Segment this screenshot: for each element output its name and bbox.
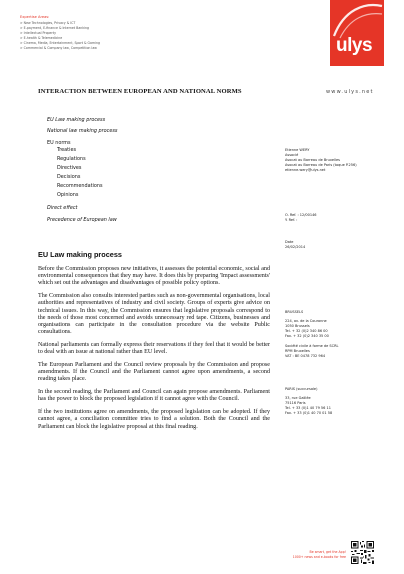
website-url: www.ulys.net [326, 89, 374, 95]
brussels-office [285, 310, 338, 359]
toc-sub-item[interactable]: Recommendations [57, 183, 103, 189]
address-line: 1050 Brussels [285, 324, 310, 328]
expertise-item: > Intellectual Property [20, 31, 56, 36]
toc-item[interactable]: Precedence of European law [47, 217, 117, 223]
contact-bar: Avocat au Barreau de Bruxelles [285, 158, 340, 162]
address-line: 75116 Paris [285, 401, 306, 405]
document-title: INTERACTION BETWEEN EUROPEAN AND NATIONAL NORMS [38, 88, 242, 95]
body-text [38, 266, 270, 436]
toc-item[interactable]: National law making process [47, 128, 118, 134]
toc-sub-item[interactable]: Regulations [57, 156, 86, 162]
logo-swoosh-icon [330, 0, 384, 40]
tagline-line: 1000+ news and e-books for free [292, 554, 346, 559]
contact-bar: Avocat au Barreau de Paris (toque P.256) [285, 163, 357, 167]
toc-sub-item[interactable]: Treaties [57, 147, 77, 153]
expertise-item: > E-health & Telemedicine [20, 36, 63, 41]
paragraph: The Commission also consults interested parties such as non-governmental organisations, local authorities and representatives of industry and civil society. Groups of experts give advice on technical issues. In this way, the Commission ensures that legislative proposals correspond to the needs of those most concerned and avoids unnecessary red tape. Citizens, businesses and organisations can participate in the consultation procedure via the website Public consultations. [38, 293, 270, 336]
toc-item[interactable]: EU norms [47, 140, 71, 146]
paragraph: The European Parliament and the Council review proposals by the Commission and propose amendments. If the Council and the Parliament cannot agree upon amendments, a second reading takes place. [38, 362, 270, 383]
date-block [285, 240, 305, 250]
paragraph: If the two institutions agree on amendments, the proposed legislation can be adopted. If they cannot agree, a conciliation committee tries to find a solution. Both the Council and the Parliament can block the legislative proposal at this final reading. [38, 409, 270, 430]
reference-block [285, 213, 317, 223]
tagline-line: Be smart, get the App! [309, 550, 346, 554]
our-reference: O. Ref. : 12/00146 [285, 213, 317, 217]
phone-line: Tel. + 32 (0)2 340 86 00 [285, 329, 328, 333]
logo-text: ulys [336, 35, 373, 56]
toc-sub-item[interactable]: Decisions [57, 174, 81, 180]
contact-role: Associé [285, 153, 299, 157]
contact-name: Etienne WERY [285, 148, 310, 152]
date-label: Date [285, 240, 294, 244]
qr-code-icon[interactable] [351, 541, 374, 564]
vat-line: VAT : BE 0478 732 964 [285, 354, 326, 358]
toc-sub-item[interactable]: Directives [57, 165, 82, 171]
expertise-title: Expertise Areas: [20, 15, 50, 19]
address-line: 224, av. de la Couronne [285, 319, 327, 323]
expertise-item: > Commercial & Company law, Competition law [20, 45, 97, 50]
contact-email[interactable]: etienne.wery@ulys.net [285, 168, 326, 172]
expertise-item: > Cinema, Media, Entertainment, Sport & Gaming [20, 41, 101, 46]
section-heading: EU Law making process [38, 250, 122, 259]
phone-line: Tel. + 33 (0)1 40 79 56 11 [285, 406, 331, 410]
fax-line: Fax. + 33 (0)1 40 70 01 58 [285, 411, 333, 415]
expertise-item: > New Technologies, Privacy & ICT [20, 21, 76, 26]
paris-title: PARIS (succursale) [285, 387, 318, 391]
paragraph: National parliaments can formally express their reservations if they feel that it would be better to deal with an issue at national rather than EU level. [38, 342, 270, 356]
expertise-areas [20, 15, 240, 51]
ulys-logo [330, 0, 384, 66]
toc-item[interactable]: Direct effect [47, 205, 78, 211]
toc-sub-item[interactable]: Opinions [57, 192, 79, 198]
brussels-title: BRUSSELS [285, 310, 304, 314]
expertise-item: > E-payment, E-finance & Internet Banking [20, 26, 90, 31]
company-line: Société civile à forme de SCRL [285, 344, 339, 348]
toc-item[interactable]: EU Law making process [47, 117, 106, 123]
paragraph: Before the Commission proposes new initiatives, it assesses the potential economic, social and environmental consequences that they may have. It does this by preparing 'Impact assessments' which set out the advantages and disadvantages of possible policy options. [38, 266, 270, 287]
address-line: 33, rue Galilée [285, 396, 311, 400]
paris-office [285, 387, 332, 416]
your-reference: Y. Ref. : [285, 218, 298, 222]
company-line: RPM Bruxelles [285, 349, 310, 353]
paragraph: In the second reading, the Parliament and Council can again propose amendments. Parliament has the power to block the proposed legislation if it cannot agree with the Council. [38, 389, 270, 403]
fax-line: Fax. + 32 (0)2 340 35 00 [285, 334, 329, 338]
date-value: 26/02/2014 [285, 245, 306, 249]
contact-block [285, 148, 357, 173]
app-tagline [283, 550, 346, 559]
